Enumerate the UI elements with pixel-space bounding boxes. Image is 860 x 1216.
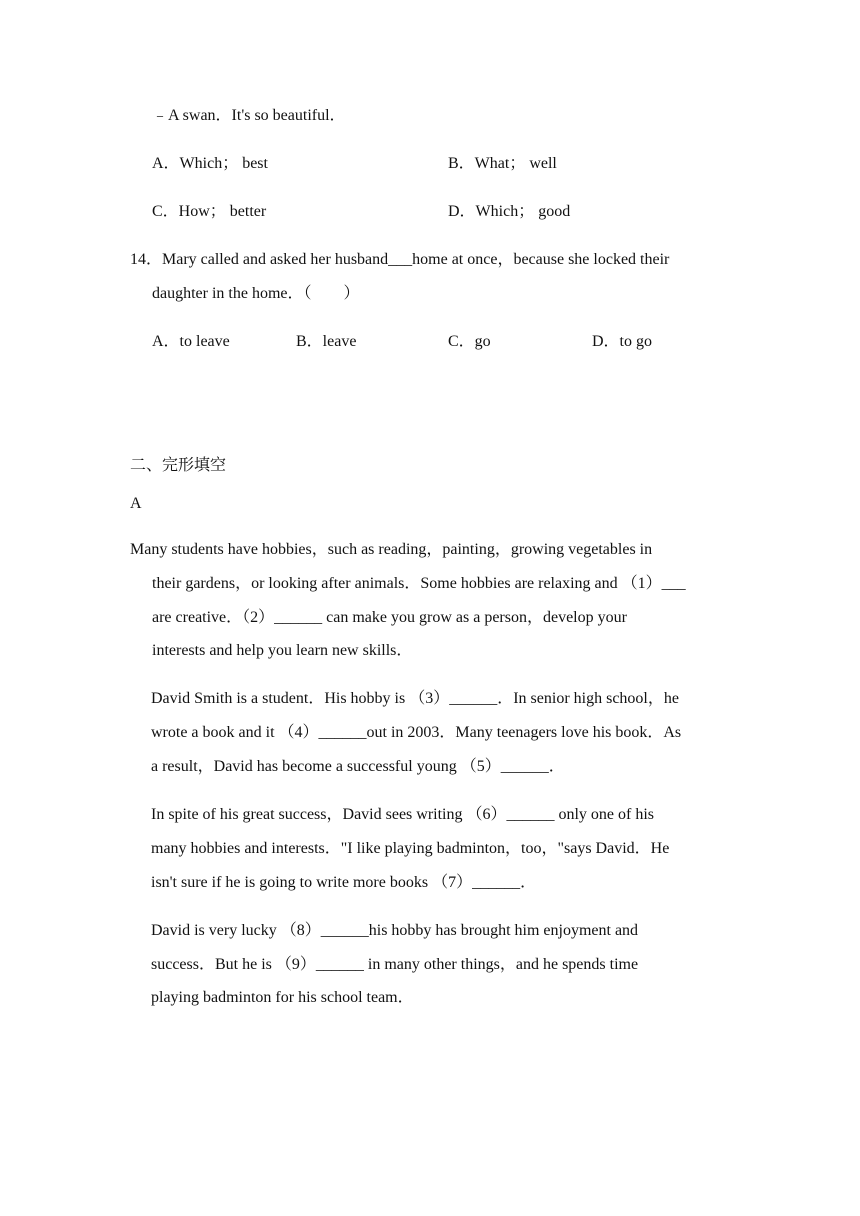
para2-line3: a result，David has become a successful young （5）______．	[151, 758, 565, 775]
q13-option-b: B．What； well	[448, 155, 557, 172]
para2-line2: wrote a book and it （4）______out in 2003．Many teenagers love his book．As	[151, 724, 682, 741]
para3-line1: In spite of his great success，David sees writing （6）______ only one of his	[151, 806, 655, 823]
q13-option-d: D．Which； good	[448, 203, 571, 220]
q14-option-a: A．to leave	[152, 333, 230, 350]
para3-line2: many hobbies and interests．"I like playing badminton，too，"says David．He	[151, 840, 670, 857]
para3-line3: isn't sure if he is going to write more books （7）______．	[151, 874, 537, 891]
passage-label: A	[130, 495, 142, 512]
q14-option-b: B．leave	[296, 333, 357, 350]
para1-line3: are creative．（2）______ can make you grow as a person，develop your	[152, 609, 627, 626]
q14-stem-line2: daughter in the home．（ ）	[152, 285, 360, 302]
para1-line2: their gardens，or looking after animals．Some hobbies are relaxing and （1）___	[152, 575, 686, 592]
q13-option-c: C．How； better	[152, 203, 267, 220]
q14-stem-line1: 14．Mary called and asked her husband___home at once，because she locked their	[130, 251, 670, 268]
para2-line1: David Smith is a student．His hobby is （3）______．In senior high school，he	[151, 690, 679, 707]
section-heading: 二、完形填空	[130, 455, 227, 474]
para1-line1: Many students have hobbies，such as reading，painting，growing vegetables in	[130, 541, 653, 558]
para4-line1: David is very lucky （8）______his hobby has brought him enjoyment and	[151, 922, 639, 939]
q14-option-c: C．go	[448, 333, 491, 350]
q14-option-d: D．to go	[592, 333, 653, 350]
q13-answer-line: ﹣A swan．It's so beautiful．	[152, 107, 346, 124]
q13-option-a: A．Which； best	[152, 155, 268, 172]
para1-line4: interests and help you learn new skills．	[152, 642, 413, 659]
para4-line3: playing badminton for his school team．	[151, 989, 414, 1006]
para4-line2: success．But he is （9）______ in many other things，and he spends time	[151, 956, 639, 973]
